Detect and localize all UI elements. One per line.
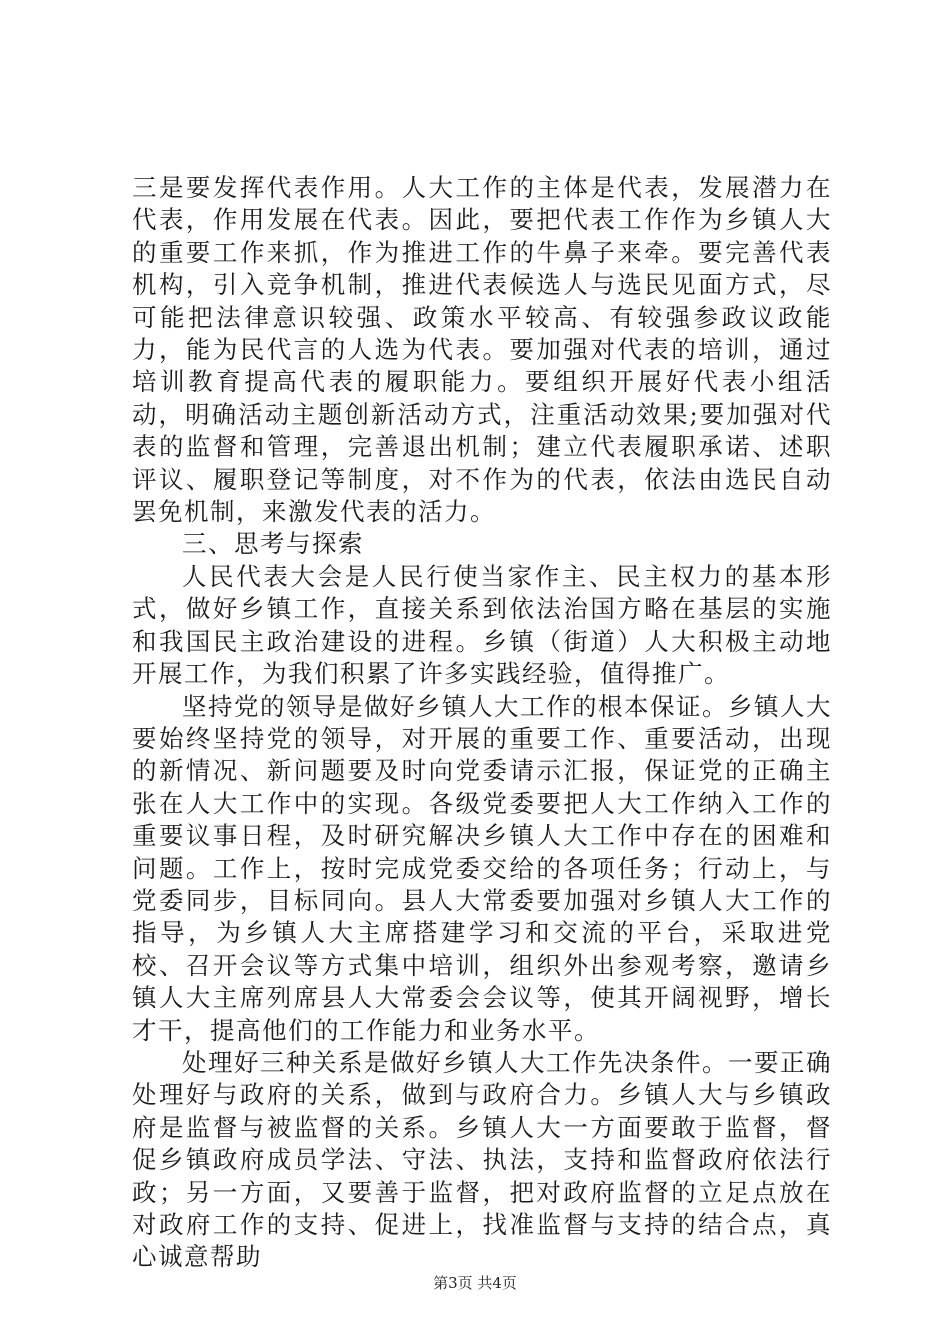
body-paragraph: 人民代表大会是人民行使当家作主、民主权力的基本形式，做好乡镇工作，直接关系到依法治国方略在基层的实施和我国民主政治建设的进程。乡镇（街道）人大积极主动地开展工作，为我们积累了许多实践经验，值得推广。	[132, 561, 832, 689]
section-heading: 三、思考与探索	[182, 529, 364, 559]
page-footer: 第3页 共4页	[433, 1274, 517, 1292]
document-page	[132, 172, 832, 1274]
body-paragraph: 坚持党的领导是做好乡镇人大工作的根本保证。乡镇人大要始终坚持党的领导，对开展的重要工作、重要活动，出现的新情况、新问题要及时向党委请示汇报，保证党的正确主张在人大工作中的实现。各级党委要把人大工作纳入工作的重要议事日程，及时研究解决乡镇人大工作中存在的困难和问题。工作上，按时完成党委交给的各项任务；行动上，与党委同步，目标同向。县人大常委要加强对乡镇人大工作的指导，为乡镇人大主席搭建学习和交流的平台，采取进党校、召开会议等方式集中培训，组织外出参观考察，邀请乡镇人大主席列席县人大常委会会议等，使其开阔视野，增长才干，提高他们的工作能力和业务水平。	[132, 691, 832, 1045]
body-paragraph: 三是要发挥代表作用。人大工作的主体是代表，发展潜力在代表，作用发展在代表。因此，要把代表工作作为乡镇人大的重要工作来抓，作为推进工作的牛鼻子来牵。要完善代表机构，引入竞争机制，推进代表候选人与选民见面方式，尽可能把法律意识较强、政策水平较高、有较强参政议政能力，能为民代言的人选为代表。要加强对代表的培训，通过培训教育提高代表的履职能力。要组织开展好代表小组活动，明确活动主题创新活动方式，注重活动效果;要加强对代表的监督和管理，完善退出机制；建立代表履职承诺、述职评议、履职登记等制度，对不作为的代表，依法由选民自动罢免机制，来激发代表的活力。	[132, 173, 832, 527]
body-paragraph: 处理好三种关系是做好乡镇人大工作先决条件。一要正确处理好与政府的关系，做到与政府合力。乡镇人大与乡镇政府是监督与被监督的关系。乡镇人大一方面要敢于监督，督促乡镇政府成员学法、守法、执法，支持和监督政府依法行政；另一方面，又要善于监督，把对政府监督的立足点放在对政府工作的支持、促进上，找准监督与支持的结合点，真心诚意帮助	[132, 1047, 832, 1272]
